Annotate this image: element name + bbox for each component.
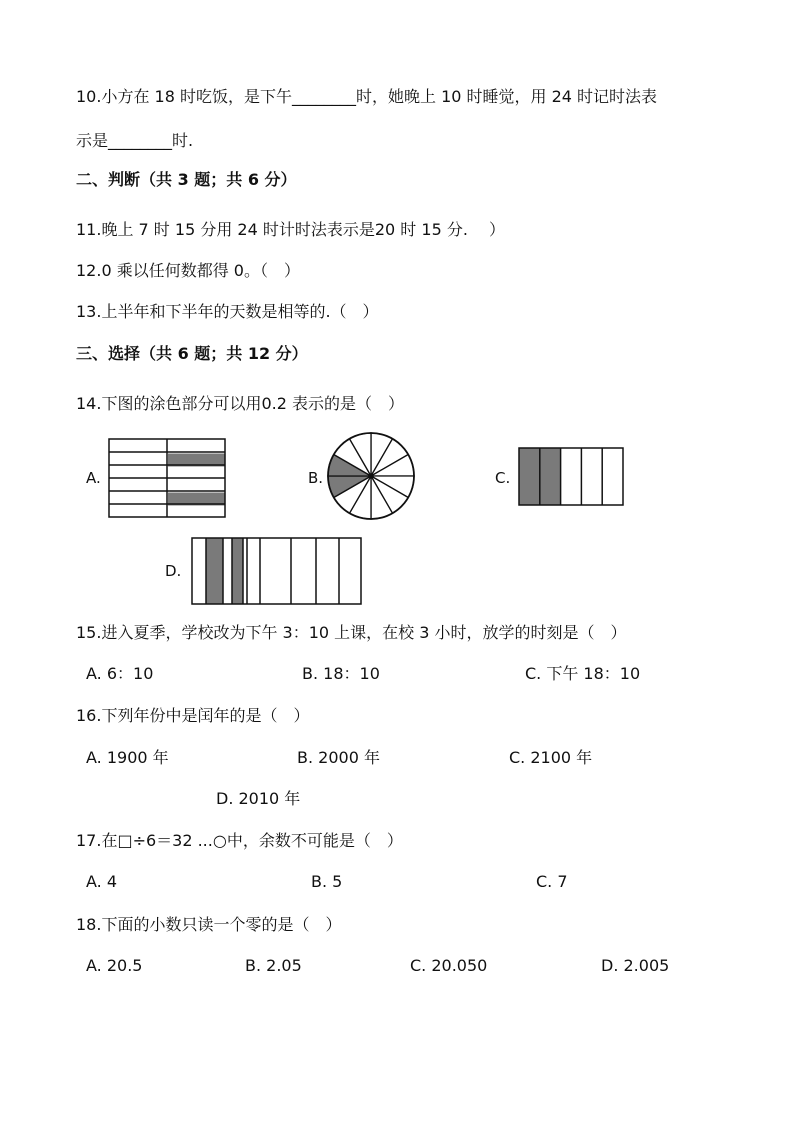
shaded-part (540, 448, 561, 505)
q10-line2: 示是________时. (76, 131, 194, 150)
q15-option-b: B. 18：10 (302, 664, 380, 683)
q18-stem: 18.下面的小数只读一个零的是（ ） (76, 915, 342, 934)
q14-figure-c (518, 447, 624, 506)
q17-option-b: B. 5 (311, 872, 343, 891)
q12-text: 12.0 乘以任何数都得 0。（ ） (76, 261, 300, 280)
section2-heading: 二、判断（共 3 题；共 6 分） (76, 170, 297, 189)
q14-label-b: B. (308, 469, 324, 487)
q18-option-d: D. 2.005 (601, 956, 670, 975)
q14-figure-d (191, 537, 363, 605)
shaded-part (232, 538, 243, 604)
shaded-part (519, 448, 540, 505)
q16-option-b: B. 2000 年 (297, 748, 380, 767)
q17-option-c: C. 7 (536, 872, 568, 891)
q10-line1: 10.小方在 18 时吃饭，是下午________时，她晚上 10 时睡觉，用 24 时记时法表 (76, 87, 658, 106)
q14-stem: 14.下图的涂色部分可以用0.2 表示的是（ ） (76, 394, 404, 413)
q16-option-a: A. 1900 年 (86, 748, 169, 767)
q15-option-c: C. 下午 18：10 (525, 664, 641, 683)
q16-option-d: D. 2010 年 (216, 789, 301, 808)
q11-text: 11.晚上 7 时 15 分用 24 时计时法表示是20 时 15 分. ） (76, 220, 506, 239)
q18-option-b: B. 2.05 (245, 956, 302, 975)
q14-label-d: D. (165, 562, 182, 580)
shaded-part (206, 538, 223, 604)
q17-stem: 17.在□÷6＝32 ...○中，余数不可能是（ ） (76, 831, 403, 850)
q15-option-a: A. 6：10 (86, 664, 154, 683)
q16-option-c: C. 2100 年 (509, 748, 593, 767)
q17-option-a: A. 4 (86, 872, 118, 891)
q13-text: 13.上半年和下半年的天数是相等的.（ ） (76, 302, 379, 321)
q14-figure-a (108, 438, 226, 518)
q18-option-c: C. 20.050 (410, 956, 488, 975)
q14-figure-b (326, 431, 416, 521)
q14-label-a: A. (86, 469, 101, 487)
q15-stem: 15.进入夏季，学校改为下午 3：10 上课，在校 3 小时，放学的时刻是（ ） (76, 623, 627, 642)
section3-heading: 三、选择（共 6 题；共 12 分） (76, 344, 308, 363)
q14-label-c: C. (495, 469, 511, 487)
q16-stem: 16.下列年份中是闰年的是（ ） (76, 706, 310, 725)
q18-option-a: A. 20.5 (86, 956, 143, 975)
